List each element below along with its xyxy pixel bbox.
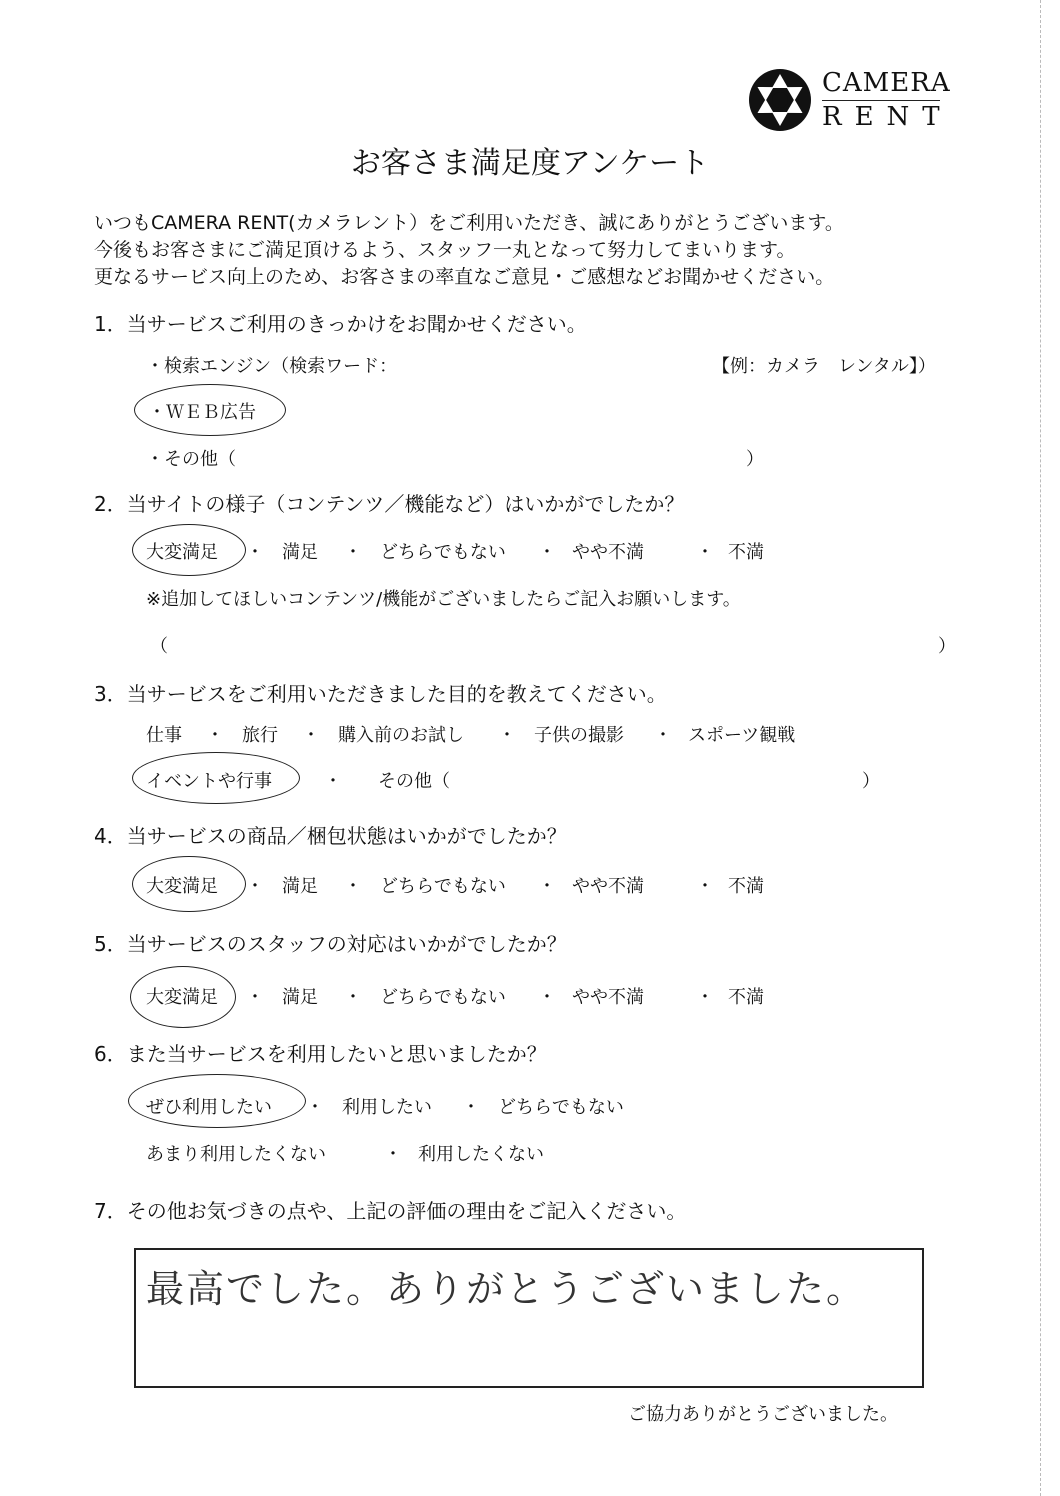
- separator-dot: ・: [324, 771, 342, 792]
- q6-option-would-not[interactable]: 利用したくない: [418, 1144, 544, 1165]
- q5-option-neutral[interactable]: どちらでもない: [380, 987, 506, 1008]
- closing-thanks: ご協力ありがとうございました。: [628, 1404, 898, 1425]
- q4-option-slightly-dissatisfied[interactable]: やや不満: [572, 876, 644, 897]
- q2-paren-open: （: [150, 636, 168, 657]
- separator-dot: ・: [246, 876, 264, 897]
- q4-option-very-satisfied[interactable]: 大変満足: [146, 876, 218, 897]
- separator-dot: ・: [654, 725, 672, 746]
- separator-dot: ・: [344, 876, 362, 897]
- separator-dot: ・: [344, 542, 362, 563]
- q3-option-event[interactable]: イベントや行事: [146, 771, 272, 792]
- q5-option-dissatisfied[interactable]: 不満: [728, 987, 764, 1008]
- separator-dot: ・: [384, 1144, 402, 1165]
- separator-dot: ・: [344, 987, 362, 1008]
- q3-option-kids[interactable]: 子供の撮影: [534, 725, 624, 746]
- q1-search-example: 【例：カメラ レンタル】）: [712, 356, 936, 377]
- q1-option-other[interactable]: ・その他（: [146, 449, 236, 470]
- separator-dot: ・: [538, 876, 556, 897]
- page-title: お客さま満足度アンケート: [350, 146, 710, 181]
- question-5-label: 5．当サービスのスタッフの対応はいかがでしたか？: [94, 932, 567, 956]
- separator-dot: ・: [696, 987, 714, 1008]
- separator-dot: ・: [206, 725, 224, 746]
- q4-option-neutral[interactable]: どちらでもない: [380, 876, 506, 897]
- logo-divider: [822, 100, 940, 101]
- question-2-label: 2．当サイトの様子（コンテンツ／機能など）はいかがでしたか？: [94, 492, 685, 516]
- question-1-label: 1．当サービスご利用のきっかけをお聞かせください。: [94, 312, 587, 336]
- q2-option-very-satisfied[interactable]: 大変満足: [146, 542, 218, 563]
- separator-dot: ・: [246, 987, 264, 1008]
- q5-option-satisfied[interactable]: 満足: [282, 987, 318, 1008]
- q4-option-dissatisfied[interactable]: 不満: [728, 876, 764, 897]
- q3-option-work[interactable]: 仕事: [146, 725, 182, 746]
- q6-option-definitely[interactable]: ぜひ利用したい: [146, 1097, 272, 1118]
- logo-text-rent: RENT: [822, 102, 953, 132]
- q2-option-satisfied[interactable]: 満足: [282, 542, 318, 563]
- scan-edge-line: [1040, 0, 1041, 1496]
- logo-text-camera: CAMERA: [822, 68, 951, 98]
- q1-option-search-engine[interactable]: ・検索エンジン（検索ワード：: [146, 356, 398, 377]
- intro-line-3: 更なるサービス向上のため、お客さまの率直なご意見・ご感想などお聞かせください。: [94, 266, 835, 288]
- q4-option-satisfied[interactable]: 満足: [282, 876, 318, 897]
- q3-option-trial[interactable]: 購入前のお試し: [338, 725, 464, 746]
- separator-dot: ・: [498, 725, 516, 746]
- q3-other-close: ）: [862, 771, 880, 792]
- question-7-label: 7．その他お気づきの点や、上記の評価の理由をご記入ください。: [94, 1199, 687, 1223]
- q2-paren-close: ）: [938, 636, 956, 657]
- q2-note: ※追加してほしいコンテンツ/機能がございましたらご記入お願いします。: [146, 589, 741, 610]
- separator-dot: ・: [696, 542, 714, 563]
- question-6-label: 6．また当サービスを利用したいと思いましたか？: [94, 1042, 547, 1066]
- separator-dot: ・: [696, 876, 714, 897]
- separator-dot: ・: [302, 725, 320, 746]
- q6-option-would-use[interactable]: 利用したい: [342, 1097, 432, 1118]
- q2-option-neutral[interactable]: どちらでもない: [380, 542, 506, 563]
- camera-aperture-icon: [748, 68, 812, 132]
- camera-rent-logo: [748, 66, 953, 136]
- separator-dot: ・: [246, 542, 264, 563]
- q2-option-dissatisfied[interactable]: 不満: [728, 542, 764, 563]
- q1-other-close: ）: [746, 449, 764, 470]
- q3-option-sports[interactable]: スポーツ観戦: [688, 725, 796, 746]
- q1-option-web-ad[interactable]: ・ＷＥＢ広告: [148, 402, 256, 423]
- q5-option-slightly-dissatisfied[interactable]: やや不満: [572, 987, 644, 1008]
- question-3-label: 3．当サービスをご利用いただきました目的を教えてください。: [94, 682, 667, 706]
- intro-line-2: 今後もお客さまにご満足頂けるよう、スタッフ一丸となって努力してまいります。: [94, 239, 796, 261]
- q3-option-travel[interactable]: 旅行: [242, 725, 278, 746]
- intro-line-1: いつもCAMERA RENT(カメラレント）をご利用いただき、誠にありがとうございます。: [94, 212, 844, 234]
- separator-dot: ・: [462, 1097, 480, 1118]
- q2-option-slightly-dissatisfied[interactable]: やや不満: [572, 542, 644, 563]
- separator-dot: ・: [538, 987, 556, 1008]
- q6-option-rather-not[interactable]: あまり利用したくない: [146, 1144, 326, 1165]
- q6-option-neutral[interactable]: どちらでもない: [498, 1097, 624, 1118]
- q7-handwritten-answer: 最高でした。ありがとうございました。: [146, 1267, 867, 1311]
- q5-option-very-satisfied[interactable]: 大変満足: [146, 987, 218, 1008]
- question-4-label: 4．当サービスの商品／梱包状態はいかがでしたか？: [94, 824, 567, 848]
- separator-dot: ・: [538, 542, 556, 563]
- separator-dot: ・: [306, 1097, 324, 1118]
- q3-option-other[interactable]: その他（: [378, 771, 450, 792]
